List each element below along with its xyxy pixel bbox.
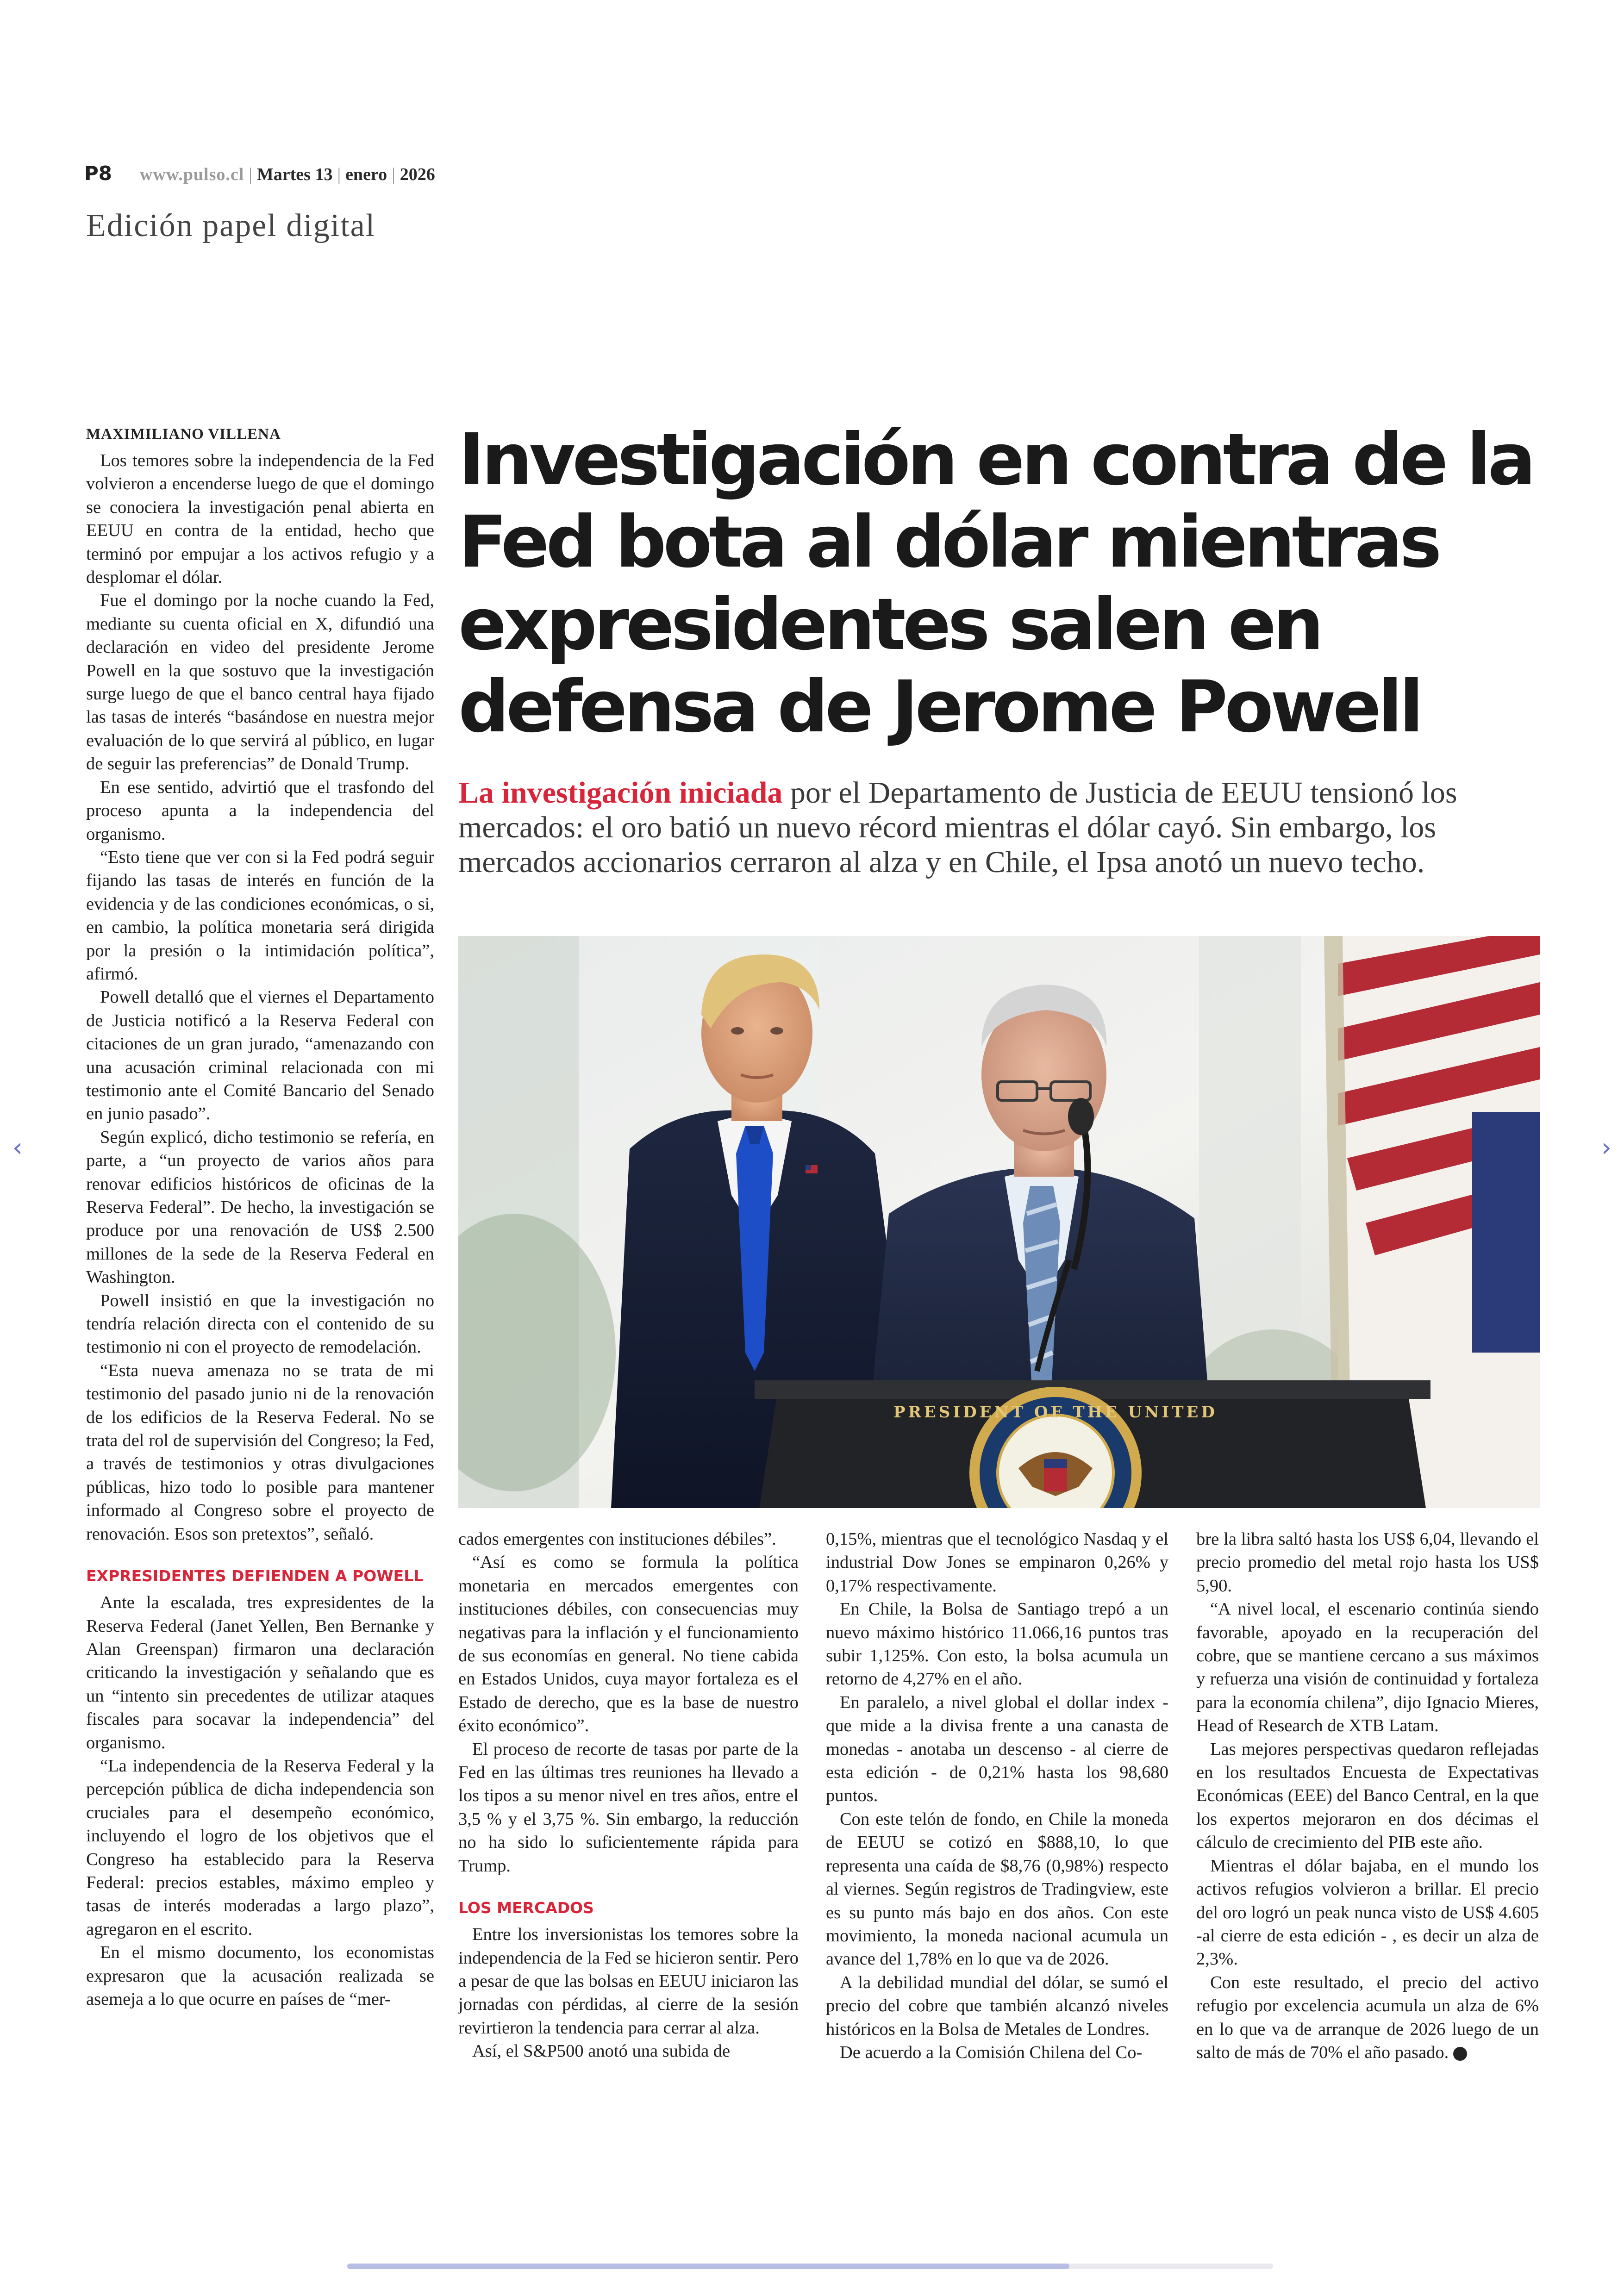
paragraph: Los temores sobre la independencia de la Fed volvieron a encenderse luego de que el domingo se conociera la investigación penal abierta en EEUU en contra de la entidad, hecho que terminó por empujar a los activos refugio y a desplomar el dólar. <box>86 451 434 587</box>
paragraph: Powell detalló que el viernes el Departamento de Justicia notificó a la Reserva Federal con citaciones de un gran jurado, “amenazando con una acusación criminal relacionada con mi testimonio ante el Comité Bancario del Senado en junio pasado”. <box>86 987 434 1124</box>
header-day: Martes 13 <box>256 165 333 184</box>
paragraph: En el mismo documento, los economistas expresaron que la acusación realizada se asemeja a lo que ocurre en países de “mer- <box>86 1943 434 2009</box>
presidential-seal-text: PRESIDENT OF THE UNITED <box>893 1403 1218 1422</box>
paragraph: Fue el domingo por la noche cuando la Fed, mediante su cuenta oficial en X, difundió una declaración en video del presidente Jerome Powell en la que sostuvo que la investigación surge luego de que el banco central haya fijado las tasas de interés “basándose en nuestra mejor evaluación de lo que servirá al público, en lugar de seguir las preferencias” de Donald Trump. <box>86 591 434 774</box>
paragraph: “Esta nueva amenaza no se trata de mi testimonio del pasado junio ni de la renovación de los edificios de la Reserva Federal. No se trata del rol de supervisión del Congreso; la Fed, a través de testimonios y otras divulgaciones públicas, hizo todo lo posible para mantener informado al Congreso sobre el proyecto de renovación. Esos son pretextos”, señaló. <box>86 1360 434 1544</box>
headline: Investigación en contra de la Fed bota al dólar mientras expresidentes salen en defensa de Jerome Powell <box>458 418 1533 748</box>
header-month: enero <box>345 165 387 184</box>
paragraph <box>1196 1971 1539 2064</box>
byline: MAXIMILIANO VILLENA <box>86 426 281 443</box>
photo-illustration <box>458 936 1540 1508</box>
end-mark-icon: P <box>1453 2047 1467 2061</box>
page-number: P8 <box>84 162 112 185</box>
header-year: 2026 <box>400 165 435 184</box>
header-separator: | <box>337 165 341 184</box>
article-column-3 <box>826 1528 1168 2064</box>
article-column-1 <box>86 449 434 2011</box>
paragraph-text: Con este resultado, el precio del activo refugio por excelencia acumula un alza de 6% en lo que va de arranque de 2026 luego de un salto de más de 70% el año pasado. <box>1196 1972 1539 2062</box>
paragraph: El proceso de recorte de tasas por parte de la Fed en las últimas tres reuniones ha llevado a los tipos a su menor nivel en tres años, entre el 3,5 % y el 3,75 %. Sin embargo, la reducción no ha sido lo suficientemente rápida para Trump. <box>458 1739 799 1876</box>
paragraph: Ante la escalada, tres expresidentes de la Reserva Federal (Janet Yellen, Ben Bernanke y Alan Greenspan) firmaron una declaración criticando la investigación y señalando que es un “intento sin precedentes de utilizar ataques fiscales para socavar la independencia” del organismo. <box>86 1593 434 1752</box>
section-subhead: LOS MERCADOS <box>458 1899 594 1917</box>
paragraph: “A nivel local, el escenario continúa siendo favorable, apoyado en la recuperación del cobre, que se mantiene cercano a sus máximos y refuerza una visión de continuidad y fortaleza para la economía chilena”, dijo Ignacio Mieres, Head of Research de XTB Latam. <box>1196 1599 1539 1736</box>
header-separator: | <box>392 165 395 184</box>
podium <box>755 1380 1430 1508</box>
lead-paragraph <box>458 775 1551 879</box>
previous-page-icon[interactable]: ‹ <box>12 1133 23 1163</box>
article-column-2 <box>458 1528 799 2063</box>
horizontal-scrollbar[interactable] <box>347 2264 1273 2269</box>
article-column-4 <box>1196 1528 1539 2064</box>
paragraph: En Chile, la Bolsa de Santiago trepó a un nuevo máximo histórico 11.066,16 puntos tras subir 1,125%. Con esto, la bolsa acumula un retorno de 4,27% en el año. <box>826 1599 1168 1689</box>
paragraph: “La independencia de la Reserva Federal y la percepción pública de dicha independencia son cruciales para el desempeño económico, incluyendo el logro de los objetivos que el Congreso ha establecido para la Reserva Federal: precios estables, máximo empleo y tasas de interés moderadas a largo plazo”, agregaron en el escrito. <box>86 1756 434 1939</box>
paragraph: bre la libra saltó hasta los US$ 6,04, llevando el precio promedio del metal rojo hasta los US$ 5,90. <box>1196 1529 1539 1596</box>
paragraph: Así, el S&P500 anotó una subida de <box>472 2041 731 2061</box>
paragraph: cados emergentes con instituciones débiles”. <box>458 1529 776 1549</box>
paragraph: Según explicó, dicho testimonio se refería, en parte, a “un proyecto de varios años para renovar edificios históricos de oficinas de la Reserva Federal”. De hecho, la investigación se produce por una renovación de US$ 2.500 millones de la sede de la Reserva Federal en Washington. <box>86 1127 434 1287</box>
article-photo <box>458 936 1540 1508</box>
lead-highlight: La investigación iniciada <box>458 776 783 810</box>
paragraph: En ese sentido, advirtió que el trasfondo del proceso apunta a la independencia del organismo. <box>86 777 434 844</box>
paragraph: “Así es como se formula la política monetaria en mercados emergentes con instituciones débiles, con consecuencias muy negativas para la inflación y el funcionamiento de sus economías en general. No tiene cabida en Estados Unidos, cuya mayor fortaleza es el Estado de derecho, que es la base de nuestro éxito económico”. <box>458 1553 799 1736</box>
paragraph: Powell insistió en que la investigación no tendría relación directa con el contenido de su testimonio ni con el proyecto de remodelación. <box>86 1291 434 1357</box>
site-url[interactable]: www.pulso.cl <box>140 165 244 184</box>
lead-text: por el Departamento de Justicia de EEUU tensionó los mercados: el oro batió un nuevo récord mientras el dólar cayó. Sin embargo, los mercados accionarios cerraron al alza y en Chile, el Ipsa anotó un nuevo techo. <box>458 776 1457 879</box>
paragraph: A la debilidad mundial del dólar, se sumó el precio del cobre que también alcanzó niveles históricos en la Bolsa de Metales de Londres. <box>826 1972 1168 2039</box>
section-subhead: EXPRESIDENTES DEFIENDEN A POWELL <box>86 1567 424 1585</box>
header-separator: | <box>249 165 252 184</box>
edition-label: Edición papel digital <box>86 208 376 243</box>
paragraph: Con este telón de fondo, en Chile la moneda de EEUU se cotizó en $888,10, lo que representa una caída de $8,76 (0,98%) respecto al viernes. Según registros de Tradingview, este es su punto más bajo en dos años. Con este movimiento, la moneda nacional acumula un avance del 1,78% en lo que va de 2026. <box>826 1809 1168 1969</box>
paragraph: En paralelo, a nivel global el dollar index - que mide a la divisa frente a una canasta de monedas - anotaba un descenso - al cierre de esta edición - de 0,21% hasta los 98,680 puntos. <box>826 1692 1168 1806</box>
paragraph: Entre los inversionistas los temores sobre la independencia de la Fed se hicieron sentir. Pero a pesar de que las bolsas en EEUU iniciaron las jornadas con pérdidas, al cierre de la sesión revirtieron la tendencia para cerrar al alza. <box>458 1925 799 2038</box>
paragraph: De acuerdo a la Comisión Chilena del Co- <box>840 2042 1143 2062</box>
next-page-icon[interactable]: › <box>1601 1133 1612 1163</box>
page-header <box>84 162 435 188</box>
paragraph: 0,15%, mientras que el tecnológico Nasdaq y el industrial Dow Jones se empinaron 0,26% y 0,17% respectivamente. <box>826 1529 1168 1596</box>
paragraph: “Esto tiene que ver con si la Fed podrá seguir fijando las tasas de interés en función de la evidencia y de las condiciones económicas, o si, en cambio, la política monetaria será dirigida por la presión o la intimidación política”, afirmó. <box>86 847 434 984</box>
paragraph: Mientras el dólar bajaba, en el mundo los activos refugios volvieron a brillar. El precio del oro logró un peak nunca visto de US$ 4.605 -al cierre de esta edición - , es decir un alza de 2,3%. <box>1196 1856 1539 1969</box>
paragraph: Las mejores perspectivas quedaron reflejadas en los resultados Encuesta de Expectativas Económicas (EEE) del Banco Central, en la que los expertos mejoraron en dos décimas el cálculo de crecimiento del PIB este año. <box>1196 1739 1539 1852</box>
scrollbar-thumb[interactable] <box>347 2264 1069 2269</box>
